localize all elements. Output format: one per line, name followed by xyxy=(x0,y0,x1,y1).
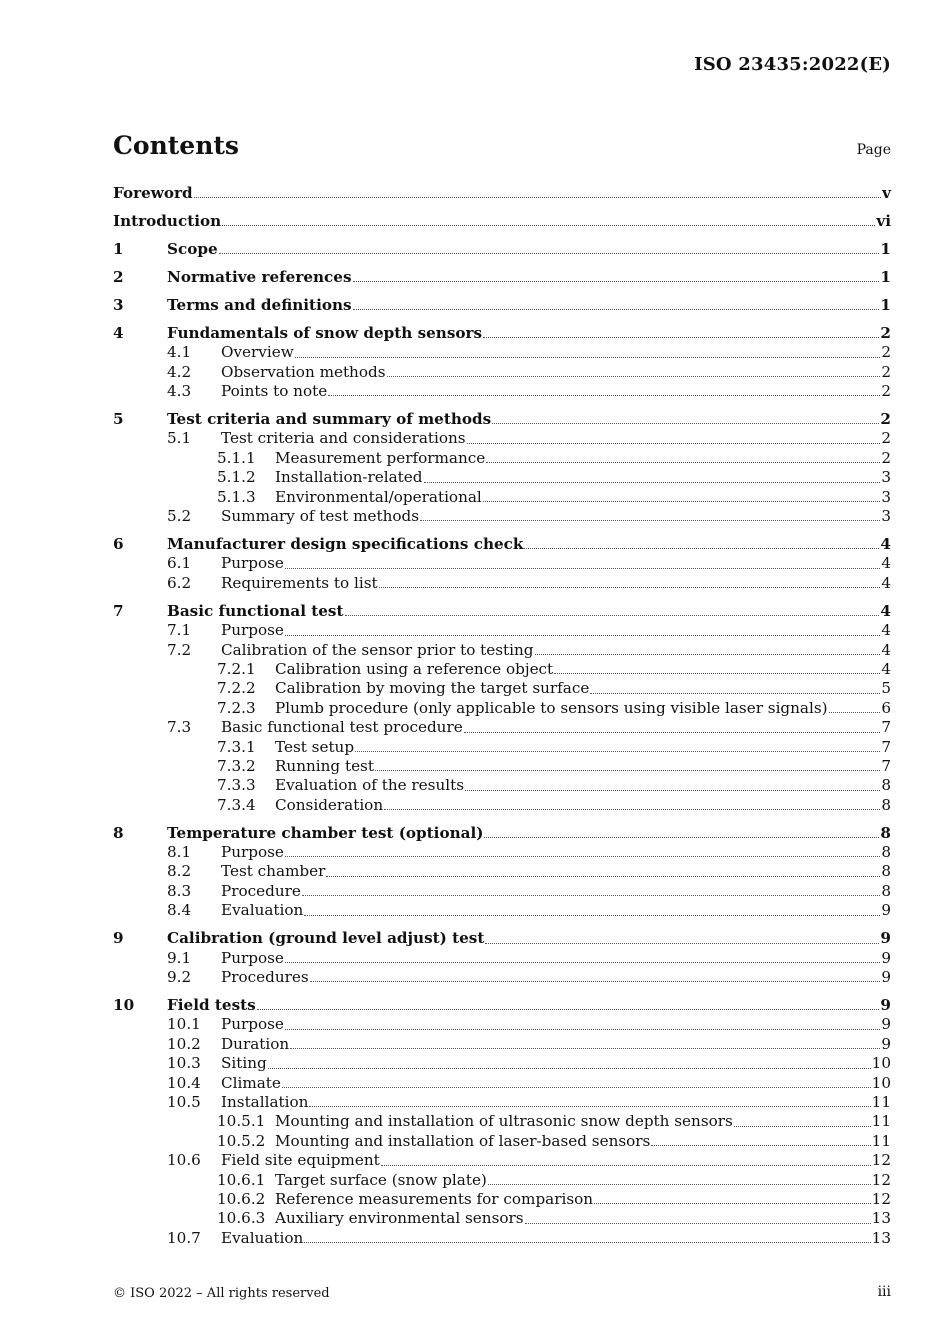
toc-entry-number: 5 xyxy=(113,410,124,429)
toc-entry[interactable] xyxy=(113,641,891,660)
toc-entry-page[interactable]: 9 xyxy=(881,1034,891,1053)
toc-entry-number: 5.1.3 xyxy=(217,487,256,506)
toc-entry-number: 8.4 xyxy=(167,901,192,920)
dot-leader xyxy=(387,375,881,377)
toc-entry-page[interactable]: 1 xyxy=(880,239,891,258)
toc-entry-page[interactable]: 1 xyxy=(880,267,891,286)
toc-entry-page[interactable]: 2 xyxy=(880,323,891,342)
toc-entry-page[interactable]: 4 xyxy=(881,621,891,640)
toc-entry-number: 8.3 xyxy=(167,881,192,900)
toc-entry-page[interactable]: 13 xyxy=(871,1228,891,1247)
dot-leader xyxy=(525,1222,871,1224)
toc-entry[interactable] xyxy=(113,449,891,468)
toc-entry-title[interactable]: Introduction xyxy=(113,211,222,230)
toc-entry-number: 7.2.3 xyxy=(217,698,256,717)
toc-entry-title[interactable]: Procedure xyxy=(221,881,301,900)
toc-entry[interactable] xyxy=(113,1229,891,1248)
toc-entry-number: 8.1 xyxy=(167,843,192,862)
toc-entry[interactable] xyxy=(113,882,891,901)
dot-leader xyxy=(379,586,881,588)
toc-entry-title[interactable]: Reference measurements for comparison xyxy=(275,1189,594,1208)
dot-leader xyxy=(295,356,881,358)
toc-entry-page[interactable]: 9 xyxy=(880,929,891,948)
toc-entry-page[interactable]: 5 xyxy=(881,679,891,698)
toc-entry-title[interactable]: Measurement performance xyxy=(275,448,486,467)
dot-leader xyxy=(355,750,880,752)
toc-entry[interactable] xyxy=(113,324,891,343)
dot-leader xyxy=(257,1008,880,1010)
toc-entry-number: 6.2 xyxy=(167,573,192,592)
toc-entry-number: 10.6.3 xyxy=(217,1209,266,1228)
toc-entry-page[interactable]: 2 xyxy=(881,429,891,448)
toc-entry-title[interactable]: Foreword xyxy=(113,184,193,202)
toc-entry-number: 7 xyxy=(113,601,124,620)
toc-entry[interactable] xyxy=(113,554,891,573)
toc-entry-title[interactable]: Installation-related xyxy=(275,468,423,487)
toc-entry-page[interactable]: 9 xyxy=(881,1015,891,1034)
toc-entry-page[interactable]: 3 xyxy=(881,507,891,526)
toc-entry-title[interactable]: Installation xyxy=(221,1092,309,1111)
toc-entry-number: 7.2.1 xyxy=(217,659,256,678)
toc-entry-number: 5.1 xyxy=(167,429,192,448)
toc-entry[interactable] xyxy=(113,718,891,737)
toc-entry[interactable] xyxy=(113,862,891,881)
toc-entry-title[interactable]: Mounting and installation of laser-based sensors xyxy=(275,1131,651,1150)
toc-entry-title[interactable]: Requirements to list xyxy=(221,573,378,592)
toc-entry[interactable] xyxy=(113,429,891,448)
toc-entry-title[interactable]: Evaluation xyxy=(221,901,304,920)
toc-entry-title[interactable]: Evaluation of the results xyxy=(275,776,464,795)
toc-entry-title[interactable]: Observation methods xyxy=(221,362,386,381)
dot-leader xyxy=(219,252,880,254)
toc-entry-title[interactable]: Terms and definitions xyxy=(167,295,352,314)
toc-entry-number: 7.2 xyxy=(167,640,192,659)
toc-entry[interactable] xyxy=(113,824,891,843)
toc-entry-number: 10.5.1 xyxy=(217,1112,266,1131)
toc-entry-page[interactable]: 9 xyxy=(880,995,891,1014)
toc-entry-number: 10.1 xyxy=(167,1015,201,1034)
toc-entry-title[interactable]: Field tests xyxy=(167,995,256,1014)
toc-entry-number: 10.6.1 xyxy=(217,1170,266,1189)
toc-entry[interactable] xyxy=(113,1093,891,1112)
dot-leader xyxy=(285,1028,880,1030)
dot-leader xyxy=(326,875,880,877)
toc-entry[interactable] xyxy=(113,1151,891,1170)
dot-leader xyxy=(465,789,880,791)
toc-entry-title[interactable]: Normative references xyxy=(167,267,352,286)
toc-entry[interactable] xyxy=(113,843,891,862)
dot-leader xyxy=(328,394,880,396)
toc-entry-page[interactable]: 4 xyxy=(881,640,891,659)
toc-entry-page[interactable]: 2 xyxy=(880,410,891,429)
toc-entry-number: 2 xyxy=(113,267,124,286)
dot-leader xyxy=(485,942,879,944)
toc-entry-title[interactable]: Calibration using a reference object xyxy=(275,659,554,678)
toc-entry-title[interactable]: Basic functional test xyxy=(167,601,344,620)
toc-entry-number: 10.6 xyxy=(167,1151,201,1170)
toc-entry[interactable] xyxy=(113,1190,891,1209)
toc-entry-page[interactable]: 3 xyxy=(881,468,891,487)
toc-entry-number: 3 xyxy=(113,295,124,314)
footer-copyright: © ISO 2022 – All rights reserved xyxy=(113,1286,330,1301)
dot-leader xyxy=(353,308,880,310)
dot-leader xyxy=(310,980,881,982)
toc-entry-title[interactable]: Scope xyxy=(167,239,218,258)
dot-leader xyxy=(375,769,880,771)
toc-entry-title[interactable]: Running test xyxy=(275,756,374,775)
dot-leader xyxy=(384,808,880,810)
toc-entry[interactable] xyxy=(113,212,891,231)
dot-leader xyxy=(734,1125,871,1127)
toc-entry-number: 5.1.2 xyxy=(217,468,256,487)
toc-entry[interactable] xyxy=(113,1171,891,1190)
toc-entry-page[interactable]: 3 xyxy=(881,487,891,506)
dot-leader xyxy=(302,894,880,896)
toc-entry-title[interactable]: Test criteria and considerations xyxy=(221,429,466,448)
toc-entry[interactable] xyxy=(113,699,891,718)
toc-entry-number: 5.1.1 xyxy=(217,448,256,467)
dot-leader xyxy=(285,855,880,857)
toc-entry[interactable] xyxy=(113,602,891,621)
dot-leader xyxy=(590,692,880,694)
toc-entry-number: 9.2 xyxy=(167,968,192,986)
page-column-label: Page xyxy=(856,142,891,158)
toc-entry[interactable] xyxy=(113,574,891,593)
toc-entry-number: 1 xyxy=(113,239,124,258)
dot-leader xyxy=(554,672,880,674)
toc-entry-title[interactable]: Procedures xyxy=(221,968,309,986)
toc-entry[interactable] xyxy=(113,660,891,679)
toc-entry-number: 10 xyxy=(113,995,135,1014)
toc-entry-page[interactable]: 4 xyxy=(880,535,891,554)
dot-leader xyxy=(309,1105,870,1107)
toc-entry[interactable] xyxy=(113,968,891,987)
toc-entry-page[interactable]: 9 xyxy=(881,948,891,967)
toc-entry-title[interactable]: Basic functional test procedure xyxy=(221,718,463,737)
toc-entry[interactable] xyxy=(113,535,891,554)
toc-entry-title[interactable]: Test setup xyxy=(275,737,355,756)
dot-leader xyxy=(467,442,881,444)
toc-entry-page[interactable]: 10 xyxy=(871,1073,891,1092)
toc-entry-page[interactable]: 13 xyxy=(871,1209,891,1228)
toc-entry-page[interactable]: v xyxy=(882,184,891,202)
toc-entry-title[interactable]: Environmental/operational xyxy=(275,487,482,506)
dot-leader xyxy=(492,422,879,424)
dot-leader xyxy=(285,567,880,569)
toc-entry-page[interactable]: 7 xyxy=(881,737,891,756)
dot-leader xyxy=(829,711,881,713)
toc-entry[interactable] xyxy=(113,796,891,815)
toc-entry[interactable] xyxy=(113,1074,891,1093)
toc-entry-number: 10.2 xyxy=(167,1034,201,1053)
toc-entry-number: 7.1 xyxy=(167,621,192,640)
dot-leader xyxy=(483,336,879,338)
toc-entry[interactable] xyxy=(113,1035,891,1054)
footer-page-number: iii xyxy=(877,1284,891,1300)
toc-entry-page[interactable]: 6 xyxy=(881,698,891,717)
dot-leader xyxy=(222,224,875,226)
toc-entry-title[interactable]: Points to note xyxy=(221,382,328,401)
toc-entry[interactable] xyxy=(113,363,891,382)
dot-leader xyxy=(488,1183,871,1185)
toc-entry-page[interactable]: 11 xyxy=(871,1131,891,1150)
toc-entry-title[interactable]: Test chamber xyxy=(221,862,326,881)
toc-entry-page[interactable]: 9 xyxy=(881,901,891,920)
toc-entry-title[interactable]: Calibration (ground level adjust) test xyxy=(167,929,485,948)
toc-entry-title[interactable]: Climate xyxy=(221,1073,281,1092)
toc-entry-page[interactable]: 12 xyxy=(871,1189,891,1208)
toc-entry-number: 4.1 xyxy=(167,343,192,362)
toc-entry-title[interactable]: Summary of test methods xyxy=(221,507,420,526)
toc-entry-title[interactable]: Test criteria and summary of methods xyxy=(167,410,492,429)
toc-entry[interactable] xyxy=(113,184,891,203)
toc-entry-title[interactable]: Auxiliary environmental sensors xyxy=(275,1209,524,1228)
toc-entry-title[interactable]: Calibration by moving the target surface xyxy=(275,679,590,698)
toc-entry[interactable] xyxy=(113,996,891,1015)
toc-entry[interactable] xyxy=(113,468,891,487)
dot-leader xyxy=(424,481,881,483)
toc-entry-number: 10.3 xyxy=(167,1054,201,1073)
toc-entry-title[interactable]: Purpose xyxy=(221,843,284,862)
toc-entry-page[interactable]: 4 xyxy=(881,554,891,573)
toc-entry-title[interactable]: Purpose xyxy=(221,554,284,573)
toc-entry[interactable] xyxy=(113,410,891,429)
dot-leader xyxy=(524,547,879,549)
dot-leader xyxy=(290,1047,880,1049)
dot-leader xyxy=(483,500,881,502)
toc-entry-title[interactable]: Mounting and installation of ultrasonic snow depth sensors xyxy=(275,1112,733,1131)
toc-entry[interactable] xyxy=(113,507,891,526)
toc-entry-page[interactable]: 8 xyxy=(881,881,891,900)
dot-leader xyxy=(345,614,880,616)
dot-leader xyxy=(304,914,880,916)
toc-entry-number: 4.3 xyxy=(167,382,192,401)
toc-entry-title[interactable]: Manufacturer design specifications check xyxy=(167,535,524,554)
toc-entry[interactable] xyxy=(113,488,891,507)
toc-entry-page[interactable]: 9 xyxy=(881,968,891,986)
toc-entry-page[interactable]: 4 xyxy=(881,659,891,678)
table-of-contents xyxy=(113,184,891,1248)
toc-entry[interactable] xyxy=(113,268,891,287)
toc-entry-number: 8 xyxy=(113,823,124,842)
dot-leader xyxy=(651,1144,870,1146)
document-id: ISO 23435:2022(E) xyxy=(694,54,891,75)
toc-entry-title[interactable]: Consideration xyxy=(275,795,384,814)
toc-entry-page[interactable]: 8 xyxy=(881,776,891,795)
toc-entry-number: 7.3.4 xyxy=(217,795,256,814)
toc-entry-title[interactable]: Evaluation xyxy=(221,1228,304,1247)
toc-entry-number: 7.3.2 xyxy=(217,756,256,775)
toc-entry-number: 8.2 xyxy=(167,862,192,881)
toc-entry-page[interactable]: 7 xyxy=(881,756,891,775)
toc-entry-number: 7.2.2 xyxy=(217,679,256,698)
toc-entry-title[interactable]: Calibration of the sensor prior to testing xyxy=(221,640,534,659)
toc-entry-page[interactable]: 12 xyxy=(871,1170,891,1189)
toc-entry-number: 10.6.2 xyxy=(217,1189,266,1208)
dot-leader xyxy=(535,653,881,655)
toc-entry-title[interactable]: Target surface (snow plate) xyxy=(275,1170,487,1189)
toc-entry-title[interactable]: Temperature chamber test (optional) xyxy=(167,823,484,842)
toc-entry-page[interactable]: 11 xyxy=(871,1092,891,1111)
toc-entry-page[interactable]: 8 xyxy=(881,843,891,862)
toc-entry-page[interactable]: 2 xyxy=(881,362,891,381)
toc-entry-page[interactable]: 2 xyxy=(881,382,891,401)
toc-entry-number: 7.3.1 xyxy=(217,737,256,756)
toc-entry-page[interactable]: 8 xyxy=(881,795,891,814)
toc-entry[interactable] xyxy=(113,738,891,757)
toc-entry-title[interactable]: Overview xyxy=(221,343,294,362)
toc-entry-title[interactable]: Purpose xyxy=(221,948,284,967)
toc-entry-number: 5.2 xyxy=(167,507,192,526)
dot-leader xyxy=(304,1241,870,1243)
toc-entry-title[interactable]: Duration xyxy=(221,1034,290,1053)
toc-entry[interactable] xyxy=(113,929,891,948)
toc-entry[interactable] xyxy=(113,1112,891,1131)
dot-leader xyxy=(594,1202,871,1204)
toc-entry[interactable] xyxy=(113,296,891,315)
toc-entry-page[interactable]: 11 xyxy=(871,1112,891,1131)
dot-leader xyxy=(353,280,880,282)
toc-entry[interactable] xyxy=(113,949,891,968)
toc-entry[interactable] xyxy=(113,621,891,640)
page-title: Contents xyxy=(113,131,240,160)
toc-entry-number: 4.2 xyxy=(167,362,192,381)
toc-entry-page[interactable]: 10 xyxy=(871,1054,891,1073)
dot-leader xyxy=(464,731,881,733)
toc-entry[interactable] xyxy=(113,1209,891,1228)
toc-entry-page[interactable]: 12 xyxy=(871,1151,891,1170)
toc-entry[interactable] xyxy=(113,679,891,698)
toc-entry-number: 7.3 xyxy=(167,718,192,737)
dot-leader xyxy=(282,1086,871,1088)
toc-entry-page[interactable]: 4 xyxy=(880,601,891,620)
dot-leader xyxy=(484,836,879,838)
toc-entry-title[interactable]: Plumb procedure (only applicable to sensors using visible laser signals) xyxy=(275,698,828,717)
toc-entry-number: 10.7 xyxy=(167,1228,201,1247)
dot-leader xyxy=(285,961,880,963)
toc-entry[interactable] xyxy=(113,1132,891,1151)
toc-entry-page[interactable]: 1 xyxy=(880,295,891,314)
toc-entry-page[interactable]: 2 xyxy=(881,343,891,362)
toc-entry-number: 10.5.2 xyxy=(217,1131,266,1150)
toc-entry-number: 9.1 xyxy=(167,948,192,967)
toc-entry-number: 6 xyxy=(113,535,124,554)
toc-entry-number: 10.4 xyxy=(167,1073,201,1092)
dot-leader xyxy=(381,1164,871,1166)
toc-entry-number: 7.3.3 xyxy=(217,776,256,795)
toc-entry-number: 10.5 xyxy=(167,1092,201,1111)
toc-entry[interactable] xyxy=(113,1015,891,1034)
toc-entry-page[interactable]: vi xyxy=(876,211,891,230)
toc-entry-title[interactable]: Purpose xyxy=(221,621,284,640)
dot-leader xyxy=(486,461,880,463)
toc-entry-page[interactable]: 8 xyxy=(880,823,891,842)
toc-entry-page[interactable]: 2 xyxy=(881,448,891,467)
dot-leader xyxy=(194,196,882,198)
toc-entry-number: 9 xyxy=(113,929,124,948)
toc-entry-page[interactable]: 4 xyxy=(881,573,891,592)
toc-entry[interactable] xyxy=(113,901,891,920)
toc-entry-title[interactable]: Siting xyxy=(221,1054,267,1073)
toc-entry[interactable] xyxy=(113,1054,891,1073)
toc-entry[interactable] xyxy=(113,382,891,401)
toc-entry[interactable] xyxy=(113,757,891,776)
toc-entry-page[interactable]: 7 xyxy=(881,718,891,737)
toc-entry[interactable] xyxy=(113,240,891,259)
toc-entry[interactable] xyxy=(113,343,891,362)
toc-entry-title[interactable]: Field site equipment xyxy=(221,1151,380,1170)
toc-entry-number: 6.1 xyxy=(167,554,192,573)
toc-entry-title[interactable]: Fundamentals of snow depth sensors xyxy=(167,323,483,342)
dot-leader xyxy=(268,1067,871,1069)
toc-entry-page[interactable]: 8 xyxy=(881,862,891,881)
dot-leader xyxy=(420,519,880,521)
toc-entry[interactable] xyxy=(113,776,891,795)
toc-entry-number: 4 xyxy=(113,323,124,342)
toc-entry-title[interactable]: Purpose xyxy=(221,1015,284,1034)
dot-leader xyxy=(285,634,880,636)
